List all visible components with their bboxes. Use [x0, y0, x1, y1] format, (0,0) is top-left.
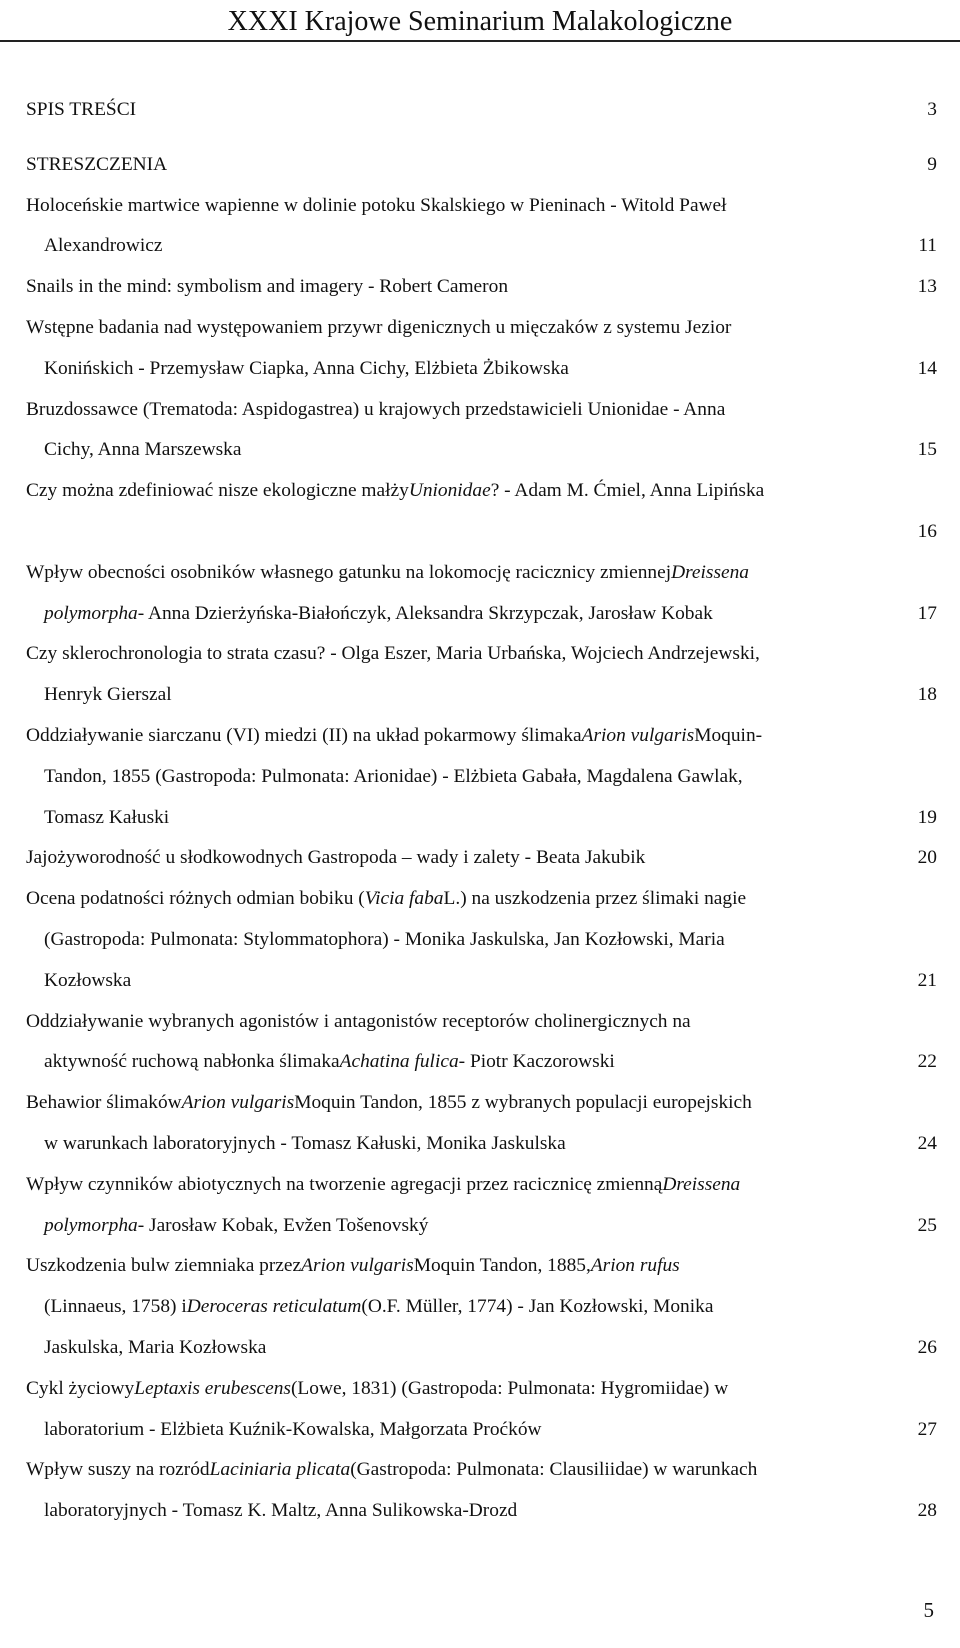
toc-title: Ocena podatności różnych odmian bobiku (: [26, 888, 365, 910]
taxon-name: polymorpha: [44, 602, 138, 624]
toc-title: Wpływ obecności osobników własnego gatunku na lokomocję racicznicy zmiennej: [26, 561, 672, 583]
toc-leader: [543, 1413, 917, 1435]
toc-title-cont: Tomasz Kałuski: [44, 806, 170, 828]
toc-page: 25: [917, 1214, 937, 1236]
toc-page: 27: [917, 1418, 937, 1440]
toc-title-cont: Konińskich - Przemysław Ciapka, Anna Cichy, Elżbieta Żbikowska: [44, 357, 569, 379]
toc-entry[interactable]: [26, 1165, 937, 1247]
toc-leader: [27, 515, 917, 537]
toc-page: 9: [927, 153, 937, 175]
toc-entry[interactable]: [26, 90, 937, 131]
taxon-name: Deroceras reticulatum: [186, 1296, 362, 1318]
toc-page: 21: [917, 969, 937, 991]
toc-leader: [267, 1331, 916, 1353]
toc-title-cont: (Gastropoda: Pulmonata: Stylommatophora) - Monika Jaskulska, Jan Kozłowski, Maria: [44, 928, 725, 950]
toc-leader: [616, 1045, 917, 1067]
toc-page: 26: [917, 1336, 937, 1358]
toc-leader: [714, 597, 917, 619]
toc-title: Bruzdossawce (Trematoda: Aspidogastrea) u krajowych przedstawicieli Unionidae - Anna: [26, 398, 726, 420]
toc-title: Moquin Tandon, 1855 z wybranych populacji europejskich: [294, 1092, 752, 1114]
toc-title: Czy sklerochronologia to strata czasu? - Olga Eszer, Maria Urbańska, Wojciech Andrzejewski,: [26, 643, 760, 665]
toc-entry[interactable]: [26, 716, 937, 838]
taxon-name: Arion vulgaris: [581, 724, 695, 746]
toc-title: Uszkodzenia bulw ziemniaka przez: [26, 1255, 302, 1277]
toc-page: 17: [917, 602, 937, 624]
toc-title: STRESZCZENIA: [26, 153, 168, 175]
toc-title: Oddziaływanie siarczanu (VI) miedzi (II) na układ pokarmowy ślimaka: [26, 724, 582, 746]
toc-leader: [168, 148, 926, 170]
taxon-name: Dreissena: [662, 1173, 741, 1195]
taxon-name: Leptaxis erubescens: [134, 1377, 291, 1399]
toc-title-cont: - Piotr Kaczorowski: [458, 1051, 615, 1073]
toc-title: (Gastropoda: Pulmonata: Clausiliidae) w warunkach: [350, 1459, 758, 1481]
toc-title: Holoceńskie martwice wapienne w dolinie potoku Skalskiego w Pieninach - Witold Paweł: [26, 194, 727, 216]
toc-entry[interactable]: [26, 838, 937, 879]
toc-title-cont: aktywność ruchową nabłonka ślimaka: [44, 1051, 340, 1073]
taxon-name: Arion rufus: [590, 1255, 680, 1277]
page-number: 5: [923, 1598, 934, 1622]
toc-title-cont: Cichy, Anna Marszewska: [44, 439, 242, 461]
toc-leader: [132, 964, 916, 986]
toc-entry[interactable]: [26, 267, 937, 308]
toc-page: 20: [917, 847, 937, 869]
toc-title: Jajożyworodność u słodkowodnych Gastropoda – wady i zalety - Beata Jakubik: [26, 847, 646, 869]
toc-page: 22: [917, 1051, 937, 1073]
toc-page: 14: [917, 357, 937, 379]
toc-entry[interactable]: [26, 1083, 937, 1165]
toc-page: 11: [918, 235, 937, 257]
toc-leader: [173, 678, 917, 700]
toc-title: (Lowe, 1831) (Gastropoda: Pulmonata: Hygromiidae) w: [290, 1377, 729, 1399]
toc-title-cont: laboratorium - Elżbieta Kuźnik-Kowalska, Małgorzata Proćków: [44, 1418, 542, 1440]
toc-title-cont: Jaskulska, Maria Kozłowska: [44, 1336, 267, 1358]
toc-leader: [567, 1127, 917, 1149]
toc-entry[interactable]: [26, 634, 937, 716]
toc-title: Wpływ czynników abiotycznych na tworzenie agregacji przez racicznicę zmienną: [26, 1173, 663, 1195]
toc-title-cont: (O.F. Müller, 1774) - Jan Kozłowski, Monika: [361, 1296, 714, 1318]
toc-title-cont: Kozłowska: [44, 969, 132, 991]
toc-title-cont: - Jarosław Kobak, Evžen Tošenovský: [137, 1214, 429, 1236]
toc-page: 24: [917, 1132, 937, 1154]
toc-title: SPIS TREŚCI: [26, 99, 137, 120]
toc-title: Czy można zdefiniować nisze ekologiczne małży: [26, 480, 409, 502]
toc-page: 3: [927, 99, 937, 120]
toc-entry[interactable]: [26, 145, 937, 186]
header-rule: [0, 40, 960, 42]
toc-page: 19: [917, 806, 937, 828]
toc-title: Oddziaływanie wybranych agonistów i antagonistów receptorów cholinergicznych na: [26, 1010, 691, 1032]
toc-leader: [570, 352, 917, 374]
taxon-name: Achatina fulica: [339, 1051, 459, 1073]
toc-leader: [429, 1209, 916, 1231]
header-title: XXXI Krajowe Seminarium Malakologiczne: [227, 6, 733, 37]
toc-page: 28: [917, 1500, 937, 1522]
toc-entry[interactable]: [26, 390, 937, 472]
toc-entry[interactable]: [26, 186, 937, 268]
toc-title: Snails in the mind: symbolism and imagery - Robert Cameron: [26, 276, 509, 298]
toc-title: Behawior ślimaków: [26, 1092, 182, 1114]
taxon-name: Arion vulgaris: [301, 1255, 414, 1277]
toc-leader: [137, 93, 926, 115]
toc-leader: [646, 841, 916, 863]
toc-title-cont: - Anna Dzierżyńska-Białończyk, Aleksandra Skrzypczak, Jarosław Kobak: [137, 602, 713, 624]
toc-title-cont: Henryk Gierszal: [44, 684, 172, 706]
toc-title-cont: (Linnaeus, 1758) i: [44, 1296, 187, 1318]
toc-entry[interactable]: [26, 879, 937, 1001]
toc-entry[interactable]: [26, 1246, 937, 1368]
toc-title-cont: Alexandrowicz: [44, 235, 163, 257]
toc-title: Moquin Tandon, 1885,: [413, 1255, 591, 1277]
toc-leader: [170, 801, 916, 823]
toc-title: L.) na uszkodzenia przez ślimaki nagie: [443, 888, 747, 910]
taxon-name: Dreissena: [671, 561, 750, 583]
toc-leader: [509, 270, 917, 292]
toc-title: Wpływ suszy na rozród: [26, 1459, 210, 1481]
taxon-name: Arion vulgaris: [181, 1092, 295, 1114]
toc-page: 15: [917, 439, 937, 461]
toc-leader: [518, 1494, 916, 1516]
taxon-name: Unionidae: [408, 480, 491, 502]
running-header: [0, 0, 960, 40]
toc-title-cont: laboratoryjnych - Tomasz K. Maltz, Anna Sulikowska-Drozd: [44, 1500, 518, 1522]
toc-title: Wstępne badania nad występowaniem przywr digenicznych u mięczaków z systemu Jezior: [26, 316, 732, 338]
toc-page: 18: [917, 684, 937, 706]
toc-title: ? - Adam M. Ćmiel, Anna Lipińska: [490, 480, 765, 502]
toc-entry[interactable]: [26, 1002, 937, 1084]
toc-entry[interactable]: [26, 471, 937, 553]
toc-title: Moquin-: [694, 724, 763, 746]
toc-title-cont: w warunkach laboratoryjnych - Tomasz Kałuski, Monika Jaskulska: [44, 1132, 566, 1154]
toc-entry[interactable]: [26, 308, 937, 390]
taxon-name: Vicia faba: [364, 888, 444, 910]
taxon-name: polymorpha: [44, 1214, 138, 1236]
taxon-name: Laciniaria plicata: [209, 1459, 351, 1481]
toc-entry[interactable]: [26, 1450, 937, 1532]
table-of-contents: [26, 90, 937, 1532]
toc-entry[interactable]: [26, 553, 937, 635]
toc-page: 13: [917, 276, 937, 298]
toc-title-cont: Tandon, 1855 (Gastropoda: Pulmonata: Arionidae) - Elżbieta Gabała, Magdalena Gawlak,: [44, 765, 743, 787]
toc-title: Cykl życiowy: [26, 1377, 135, 1399]
toc-page: 16: [917, 520, 937, 542]
toc-leader: [242, 433, 916, 455]
toc-entry[interactable]: [26, 1369, 937, 1451]
toc-leader: [163, 229, 917, 251]
